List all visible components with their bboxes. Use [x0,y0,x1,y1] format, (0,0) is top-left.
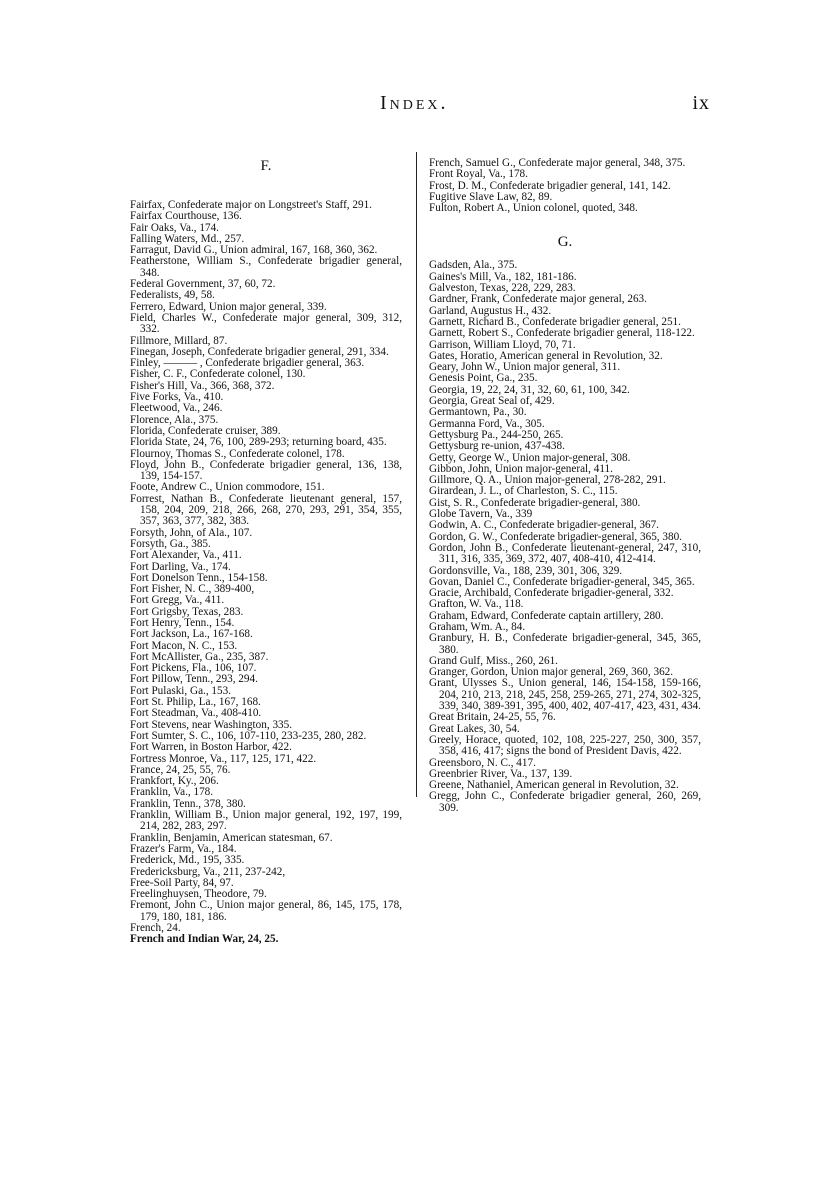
index-entry: Fugitive Slave Law, 82, 89. [429,190,553,203]
index-entry: Getty, George W., Union major-general, 308. [429,451,631,464]
index-entry: Federal Government, 37, 60, 72. [130,278,276,291]
index-entry: Grand Gulf, Miss., 260, 261. [429,654,558,667]
index-entry: Finley, ——— , Confederate brigadier general, 363. [130,357,365,370]
index-entry: Frankfort, Ky., 206. [130,775,219,788]
entry-list-g [429,260,701,814]
index-entry: Germanna Ford, Va., 305. [429,417,545,430]
index-entry: Five Forks, Va., 410. [130,391,224,404]
index-entry: Frazer's Farm, Va., 184. [130,842,237,855]
index-entry: Georgia, 19, 22, 24, 31, 32, 60, 61, 100, 342. [429,383,630,396]
entry-list-f [130,200,402,946]
entry-list-f-continued [429,158,701,214]
index-entry: Garrison, William Lloyd, 70, 71. [429,338,576,351]
index-entry: Fisher, C. F., Confederate colonel, 130. [130,368,306,381]
column-divider [416,152,417,797]
index-entry: Greensboro, N. C., 417. [429,756,536,769]
index-entry: Fortress Monroe, Va., 117, 125, 171, 422. [130,752,317,765]
index-column-left [130,158,402,946]
index-entry: Finegan, Joseph, Confederate brigadier general, 291, 334. [130,345,389,358]
index-entry: French, 24. [130,922,181,934]
index-entry: Gettysburg Pa., 244-250, 265. [429,428,564,441]
page-number: ix [692,92,710,114]
index-entry: Fort Donelson Tenn., 154-158. [130,571,268,584]
index-entry: Fort Pillow, Tenn., 293, 294. [130,673,258,686]
index-entry: Fisher's Hill, Va., 366, 368, 372. [130,379,275,392]
index-entry: Falling Waters, Md., 257. [130,232,245,245]
index-entry: Frederick, Md., 195, 335. [130,854,245,867]
index-entry: Granbury, H. B., Confederate brigadier-general, 345, 365, 380. [429,632,701,656]
index-entry: Germantown, Pa., 30. [429,406,527,419]
index-entry: Franklin, Tenn., 378, 380. [130,797,246,810]
index-entry: Forrest, Nathan B., Confederate lieutenant general, 157, 158, 204, 209, 218, 266, 268, 270, 293, 291, 354, 355, 357, 363, 377, 382, 383. [130,492,402,528]
index-entry: Gettysburg re-union, 437-438. [429,440,565,453]
index-entry: Farragut, David G., Union admiral, 167, 168, 360, 362. [130,244,378,257]
index-entry: Gordonsville, Va., 188, 239, 301, 306, 329. [429,564,623,577]
index-entry: Fleetwood, Va., 246. [130,402,223,415]
index-entry: Frost, D. M., Confederate brigadier general, 141, 142. [429,179,671,192]
index-entry: Fort McAllister, Ga., 235, 387. [130,650,269,663]
index-entry: Fort Darling, Va., 174. [130,560,231,573]
index-entry: Fairfax Courthouse, 136. [130,210,242,223]
index-entry: Floyd, John B., Confederate brigadier general, 136, 138, 139, 154-157. [130,458,402,483]
index-entry: Gordon, John B., Confederate lieutenant-general, 247, 310, 311, 316, 335, 369, 372, 407, 408-410, 412-414. [429,541,701,566]
index-column-right [429,158,701,814]
page-title: Index. [380,92,449,114]
index-entry: Freelinghuysen, Theodore, 79. [130,888,267,901]
index-entry: Graham, Edward, Confederate captain artillery, 280. [429,609,664,622]
index-entry: Fort Alexander, Va., 411. [130,549,242,562]
index-entry: Gordon, G. W., Confederate brigadier-general, 365, 380. [429,530,682,543]
index-entry: Fair Oaks, Va., 174. [130,221,219,234]
index-entry: Gracie, Archibald, Confederate brigadier-general, 332. [429,587,674,600]
index-entry: Fairfax, Confederate major on Longstreet's Staff, 291. [130,199,372,211]
index-entry: Godwin, A. C., Confederate brigadier-general, 367. [429,519,659,532]
page-header [130,92,710,120]
index-entry: Franklin, William B., Union major general, 192, 197, 199, 214, 282, 283, 297. [130,809,402,833]
index-entry: Forsyth, John, of Ala., 107. [130,526,253,539]
index-entry: Greenbrier River, Va., 137, 139. [429,767,573,780]
index-entry: Fort Henry, Tenn., 154. [130,616,235,629]
index-entry: Gadsden, Ala., 375. [429,259,518,272]
index-entry: Gist, S. R., Confederate brigadier-general, 380. [429,496,641,509]
index-entry: Govan, Daniel C., Confederate brigadier-general, 345, 365. [429,575,695,588]
index-entry: Franklin, Benjamin, American statesman, 67. [130,831,333,844]
index-entry: Foote, Andrew C., Union commodore, 151. [130,481,325,494]
index-entry: Fort Sumter, S. C., 106, 107-110, 233-235, 280, 282. [130,729,367,742]
index-entry: Fort Macon, N. C., 153. [130,639,238,652]
index-entry: Garnett, Robert S., Confederate brigadier general, 118-122. [429,327,695,340]
index-entry: Fremont, John C., Union major general, 86, 145, 175, 178, 179, 180, 181, 186. [130,899,402,923]
index-entry: Featherstone, William S., Confederate brigadier general, 348. [130,255,402,279]
index-entry: Gregg, John C., Confederate brigadier general, 260, 269, 309. [429,790,701,814]
index-entry: Fort Fisher, N. C., 389-400, [130,583,255,596]
index-entry: Great Lakes, 30, 54. [429,722,520,735]
index-entry: Gibbon, John, Union major-general, 411. [429,462,613,475]
index-entry: Federalists, 49, 58. [130,289,215,302]
index-entry: Ferrero, Edward, Union major general, 339. [130,300,327,313]
index-entry: Grant, Ulysses S., Union general, 146, 154-158, 159-166, 204, 210, 213, 218, 245, 258, 259-265, 271, 274, 302-325, 339, 340, 389-391, 395, 400, 402, 407-417, 423, 431, 434. [429,677,701,713]
index-entry: Flournoy, Thomas S., Confederate colonel, 178. [130,447,345,460]
index-entry: Fort Grigsby, Texas, 283. [130,605,244,618]
index-entry: France, 24, 25, 55, 76. [130,763,231,776]
index-entry: French and Indian War, 24, 25. [130,933,279,946]
section-letter-g: G. [557,234,573,251]
index-entry: Fort Warren, in Boston Harbor, 422. [130,741,292,754]
index-entry: Fort Steadman, Va., 408-410. [130,707,262,720]
index-entry: Fort Pulaski, Ga., 153. [130,684,231,697]
index-entry: Greely, Horace, quoted, 102, 108, 225-227, 250, 300, 357, 358, 416, 417; signs the bond of President Davis, 422. [429,733,701,758]
index-entry: Front Royal, Va., 178. [429,168,528,181]
index-entry: Franklin, Va., 178. [130,786,214,799]
index-entry: Florida, Confederate cruiser, 389. [130,424,281,437]
index-entry: Fort Jackson, La., 167-168. [130,628,253,641]
index-entry: Fort St. Philip, La., 167, 168. [130,696,261,709]
index-entry: Florida State, 24, 76, 100, 289-293; returning board, 435. [130,436,387,449]
index-entry: Fort Stevens, near Washington, 335. [130,718,293,731]
index-entry: Florence, Ala., 375. [130,413,219,426]
index-entry: Girardean, J. L., of Charleston, S. C., 115. [429,485,618,498]
section-letter-f: F. [260,158,272,174]
index-entry: Geary, John W., Union major general, 311. [429,361,621,374]
index-entry: French, Samuel G., Confederate major general, 348, 375. [429,157,686,169]
index-entry: Forsyth, Ga., 385. [130,537,211,550]
index-entry: Gardner, Frank, Confederate major general, 263. [429,293,647,306]
index-entry: Fort Pickens, Fla., 106, 107. [130,662,257,675]
index-entry: Garland, Augustus H., 432. [429,304,552,317]
index-entry: Georgia, Great Seal of, 429. [429,395,555,408]
index-entry: Globe Tavern, Va., 339 [429,508,533,521]
index-entry: Great Britain, 24-25, 55, 76. [429,711,556,724]
index-entry: Gillmore, Q. A., Union major-general, 278-282, 291. [429,474,666,487]
index-entry: Fredericksburg, Va., 211, 237-242, [130,865,286,878]
index-entry: Greene, Nathaniel, American general in Revolution, 32. [429,779,679,792]
index-entry: Free-Soil Party, 84, 97. [130,876,234,889]
index-entry: Grafton, W. Va., 118. [429,598,524,611]
index-entry: Fillmore, Millard, 87. [130,334,228,347]
index-entry: Granger, Gordon, Union major general, 269, 360, 362. [429,666,674,679]
index-entry: Garnett, Richard B., Confederate brigadier general, 251. [429,315,681,328]
index-entry: Genesis Point, Ga., 235. [429,372,538,385]
index-entry: Gates, Horatio, American general in Revolution, 32. [429,349,663,362]
index-entry: Fulton, Robert A., Union colonel, quoted, 348. [429,202,638,215]
index-entry: Field, Charles W., Confederate major general, 309, 312, 332. [130,311,402,336]
index-entry: Graham, Wm. A., 84. [429,620,526,633]
index-entry: Gaines's Mill, Va., 182, 181-186. [429,270,577,283]
index-entry: Fort Gregg, Va., 411. [130,594,225,607]
index-entry: Galveston, Texas, 228, 229, 283. [429,282,576,295]
